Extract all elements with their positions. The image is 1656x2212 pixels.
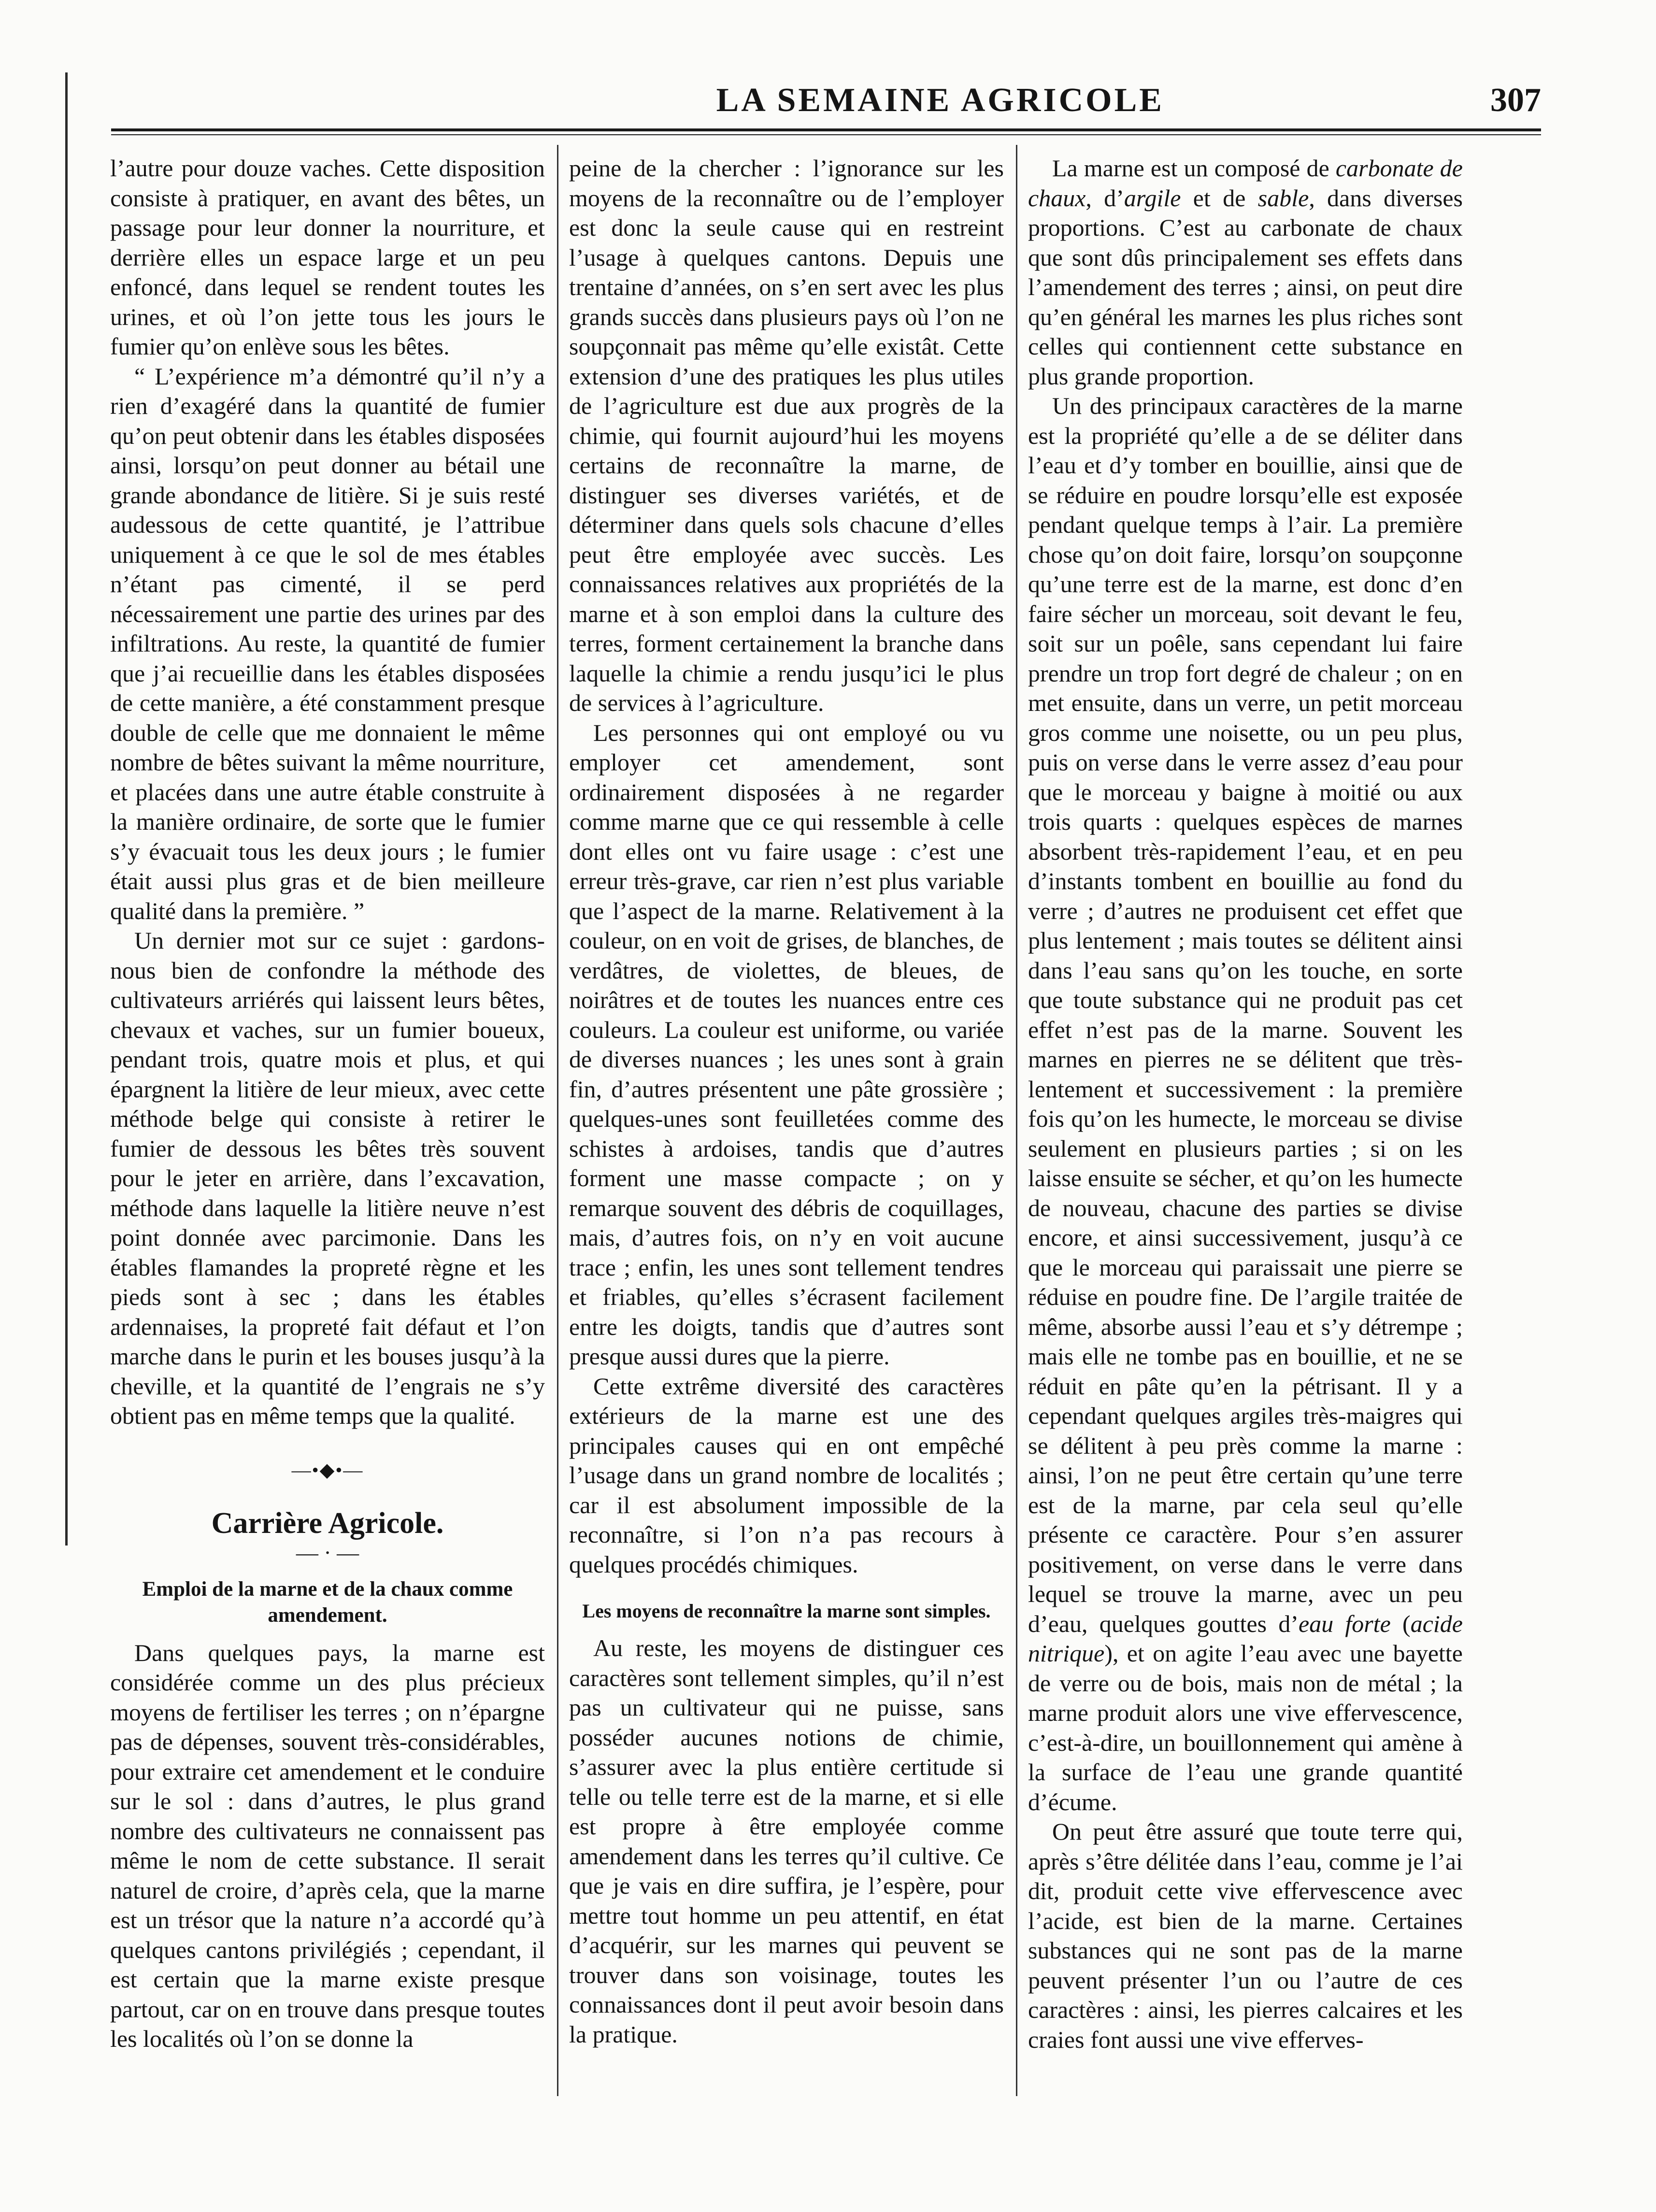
article-subheading: Emploi de la marne et de la chaux comme amendement.	[142, 1577, 513, 1627]
column-rule-1	[557, 145, 558, 2096]
paragraph: On peut être assuré que toute terre qui, après s’être délitée dans l’eau, comme je l’ai dit, produit cette vive effervescence avec l’acide, est bien de la marne. Certaines substances qui ne sont pas de la marne peuvent présenter l’un ou l’autre de ces caractères : ainsi, les pierres calcaires et les craies font aussi une vive efferves-	[1028, 1818, 1463, 2053]
text-run: Un des principaux caractères de la marne est la propriété qu’elle a de se déliter dans l’eau et d’y tomber en bouillie, ainsi que de se réduire en poudre lorsqu’elle est exposée pendant quelque temps à l’air. La première chose qu’on doit faire, lorsqu’on soupçonne qu’une terre est de la marne, est donc d’en faire sécher un morceau, soit devant le feu, soit sur un poêle, sans cependant lui faire prendre un trop fort degré de chaleur ; on en met ensuite, dans un verre, un petit morceau gros comme une noisette, ou un peu plus, puis on verse dans le verre assez d’eau pour que le morceau y baigne à moitié ou aux trois quarts : quelques espèces de marnes absorbent très-rapidement l’eau, et en peu d’instants tombent en bouillie au fond du verre ; d’autres ne produisent cet effet que plus lentement ; mais toutes se délitent ainsi dans l’eau sans qu’on les touche, en sorte que toute substance qui ne produit pas cet effet n’est pas de la marne. Souvent les marnes en pierres ne se délitent que très-lentement et successivement : la première fois qu’on les humecte, le morceau se divise seulement en plusieurs parties ; si on les laisse ensuite se sécher, et qu’on les humecte de nouveau, chacune des parties se divise encore, et ainsi successivement, jusqu’à ce que le morceau qui paraissait une pierre se réduise en poudre fine. De l’argile traitée de même, absorbe aussi l’eau et s’y détrempe ; mais elle ne tombe pas en bouillie, et ne se réduit en pâte qu’en la pétrisant. Il y a cependant quelques argiles très-maigres qui se délitent à peu près comme la marne : ainsi, l’on ne peut être certain qu’une terre est de la marne, par cela seul qu’elle présente ce caractère. Pour s’en assurer positivement, on verse dans le verre dans lequel se trouve la marne, avec un peu d’eau, quelques gouttes d’	[1028, 392, 1463, 1637]
paragraph: Dans quelques pays, la marne est considérée comme un des plus précieux moyens de fertiliser les terres ; on n’épargne pas de dépenses, souvent très-considérables, pour extraire cet amendement et le conduire sur le sol : dans d’autres, le plus grand nombre des cultivateurs ne connaissent pas même le nom de cette substance. Il serait naturel de croire, d’après cela, que la marne est un trésor que la nature n’a accordé qu’à quelques cantons privilégiés ; cependant, il est certain que la marne existe presque partout, car on en trouve dans presque toutes les localités où l’on se donne la	[110, 1639, 545, 2052]
page-margin-rule	[65, 72, 68, 1546]
paragraph: peine de la chercher : l’ignorance sur les moyens de la reconnaître ou de l’employer est donc la seule cause qui en restreint l’usage à quelques cantons. Depuis une trentaine d’années, on s’en sert avec les plus grands succès dans plusieurs pays où l’on ne soupçonnait pas même qu’elle existât. Cette extension d’une des pratiques les plus utiles de l’agriculture est due aux progrès de la chimie, qui fournit aujourd’hui les moyens certains de reconnaître la marne, de distinguer ses diverses variétés, et de déterminer dans quels sols chacune d’elles peut être employée avec succès. Les connaissances relatives aux propriétés de la marne et à son emploi dans la culture des terres, forment certainement la branche dans laquelle la chimie a rendu jusqu’ici le plus de services à l’agriculture.	[569, 155, 1004, 716]
paragraph: Au reste, les moyens de distinguer ces caractères sont tellement simples, qu’il n’est pas un cultivateur qui ne puisse, sans posséder aucunes notions de chimie, s’assurer avec la plus entière certitude si telle ou telle terre est de la marne, et si elle est propre à être employée comme amendement dans les terres qu’il cultive. Ce que je vais en dire suffira, je l’espère, pour mettre tout homme un peu attentif, en état d’acquérir, sur les marnes qui peuvent se trouver dans son voisinage, toutes les connaissances dont il peut avoir besoin dans la pratique.	[569, 1634, 1004, 2048]
text-run: , d’	[1085, 184, 1124, 212]
paragraph	[1028, 391, 1463, 1817]
article-subheading: Les moyens de reconnaître la marne sont simples.	[582, 1600, 991, 1622]
italic-term: argile	[1124, 184, 1181, 212]
page-header	[111, 81, 1541, 134]
text-run: La marne est un composé de	[1052, 155, 1336, 182]
text-run: ), et on agite l’eau avec une bayette de verre ou de bois, mais non de métal ; la marne produit alors une vive effervescence, c’est-à-dire, un bouillonnement qui amène à la surface de l’eau une grande quantité d’écume.	[1028, 1640, 1463, 1815]
header-rule-thin	[111, 134, 1541, 135]
text-run: , dans diverses proportions. C’est au carbonate de chaux que sont dûs principalement ses effets dans l’amendement des terres ; ainsi, on peut dire qu’en général les marnes les plus riches sont celles qui contiennent cette substance en plus grande proportion.	[1028, 184, 1463, 390]
paragraph: “ L’expérience m’a démontré qu’il n’y a rien d’exagéré dans la quantité de fumier qu’on peut obtenir dans les étables disposées ainsi, lorsqu’on peut donner au bétail une grande abondance de litière. Si je suis resté audessous de cette quantité, je l’attribue uniquement à ce que le sol de mes étables n’étant pas cimenté, il se perd nécessairement une partie des urines par des infiltrations. Au reste, la quantité de fumier que j’ai recueillie dans les étables disposées de cette manière, a été constamment presque double de celle que me donnaient le même nombre de bêtes suivant la même nourriture, et placées dans une autre étable construite à la manière ordinaire, de sorte que le fumier s’y évacuait tous les deux jours ; le fumier était aussi plus gras et de bien meilleure qualité dans la première. ”	[110, 362, 545, 924]
column-3	[1028, 154, 1463, 2055]
paragraph: Un dernier mot sur ce sujet : gardons-nous bien de confondre la méthode des cultivateurs arriérés qui laissent leurs bêtes, chevaux et vaches, sur un fumier boueux, pendant trois, quatre mois et plus, et qui épargnent la litière de leur mieux, avec cette méthode belge qui consiste à retirer le fumier de dessous les bêtes très souvent pour le jeter en arrière, dans l’excavation, méthode dans laquelle la litière neuve n’est point donnée avec parcimonie. Dans les étables flamandes la propreté règne et les pieds sont à sec ; dans les étables ardennaises, la propreté fait défaut et l’on marche dans le purin et les bouses jusqu’à la cheville, et la quantité de l’engrais ne s’y obtient pas en même temps que la qualité.	[110, 927, 545, 1429]
section-ornament: —•◆•—	[291, 1459, 364, 1481]
italic-term: sable	[1257, 184, 1309, 212]
italic-term: carbonate de chaux	[1028, 155, 1463, 212]
header-rule	[111, 128, 1541, 131]
section-dash: — · —	[296, 1540, 359, 1565]
italic-term: eau forte	[1299, 1610, 1391, 1637]
italic-term: acide nitrique	[1028, 1610, 1463, 1667]
text-run: et de	[1181, 184, 1258, 212]
column-1	[110, 154, 545, 2054]
column-2	[569, 154, 1004, 2049]
page-number: 307	[1490, 82, 1541, 119]
paragraph: Cette extrême diversité des caractères extérieurs de la marne est une des principales causes qui en ont empêché l’usage dans un grand nombre de localités ; car il est absolument impossible de la reconnaître, si l’on n’a pas recours à quelques procédés chimiques.	[569, 1372, 1004, 1578]
column-rule-2	[1016, 145, 1017, 2096]
running-title: LA SEMAINE AGRICOLE	[716, 82, 1164, 119]
text-run: (	[1390, 1610, 1411, 1637]
section-title: Carrière Agricole.	[211, 1507, 444, 1540]
paragraph: l’autre pour douze vaches. Cette disposition consiste à pratiquer, en avant des bêtes, un passage pour leur donner la nourriture, et derrière elles un espace large et un peu enfoncé, dans lequel se rendent toutes les urines, et où l’on jette tous les jours le fumier qu’on enlève sous les bêtes.	[110, 155, 545, 360]
paragraph: Les personnes qui ont employé ou vu employer cet amendement, sont ordinairement disposées à ne regarder comme marne que ce qui ressemble à celle dont elles ont vu faire usage : c’est une erreur très-grave, car rien n’est plus variable que l’aspect de la marne. Relativement à la couleur, on en voit de grises, de blanches, de verdâtres, de violettes, de bleues, de noirâtres et de toutes les nuances entre ces couleurs. La couleur est uniforme, ou variée de diverses nuances ; les unes sont à grain fin, d’autres présentent une pâte grossière ; quelques-unes sont feuilletées comme des schistes à ardoises, tandis que d’autres forment une masse compacte ; on y remarque souvent des débris de coquillages, mais, d’autres fois, on n’y en voit aucune trace ; enfin, les unes sont tellement tendres et friables, qu’elles s’écrasent facilement entre les doigts, tandis que d’autres sont presque aussi dures que la pierre.	[569, 719, 1004, 1370]
paragraph	[1028, 154, 1463, 391]
